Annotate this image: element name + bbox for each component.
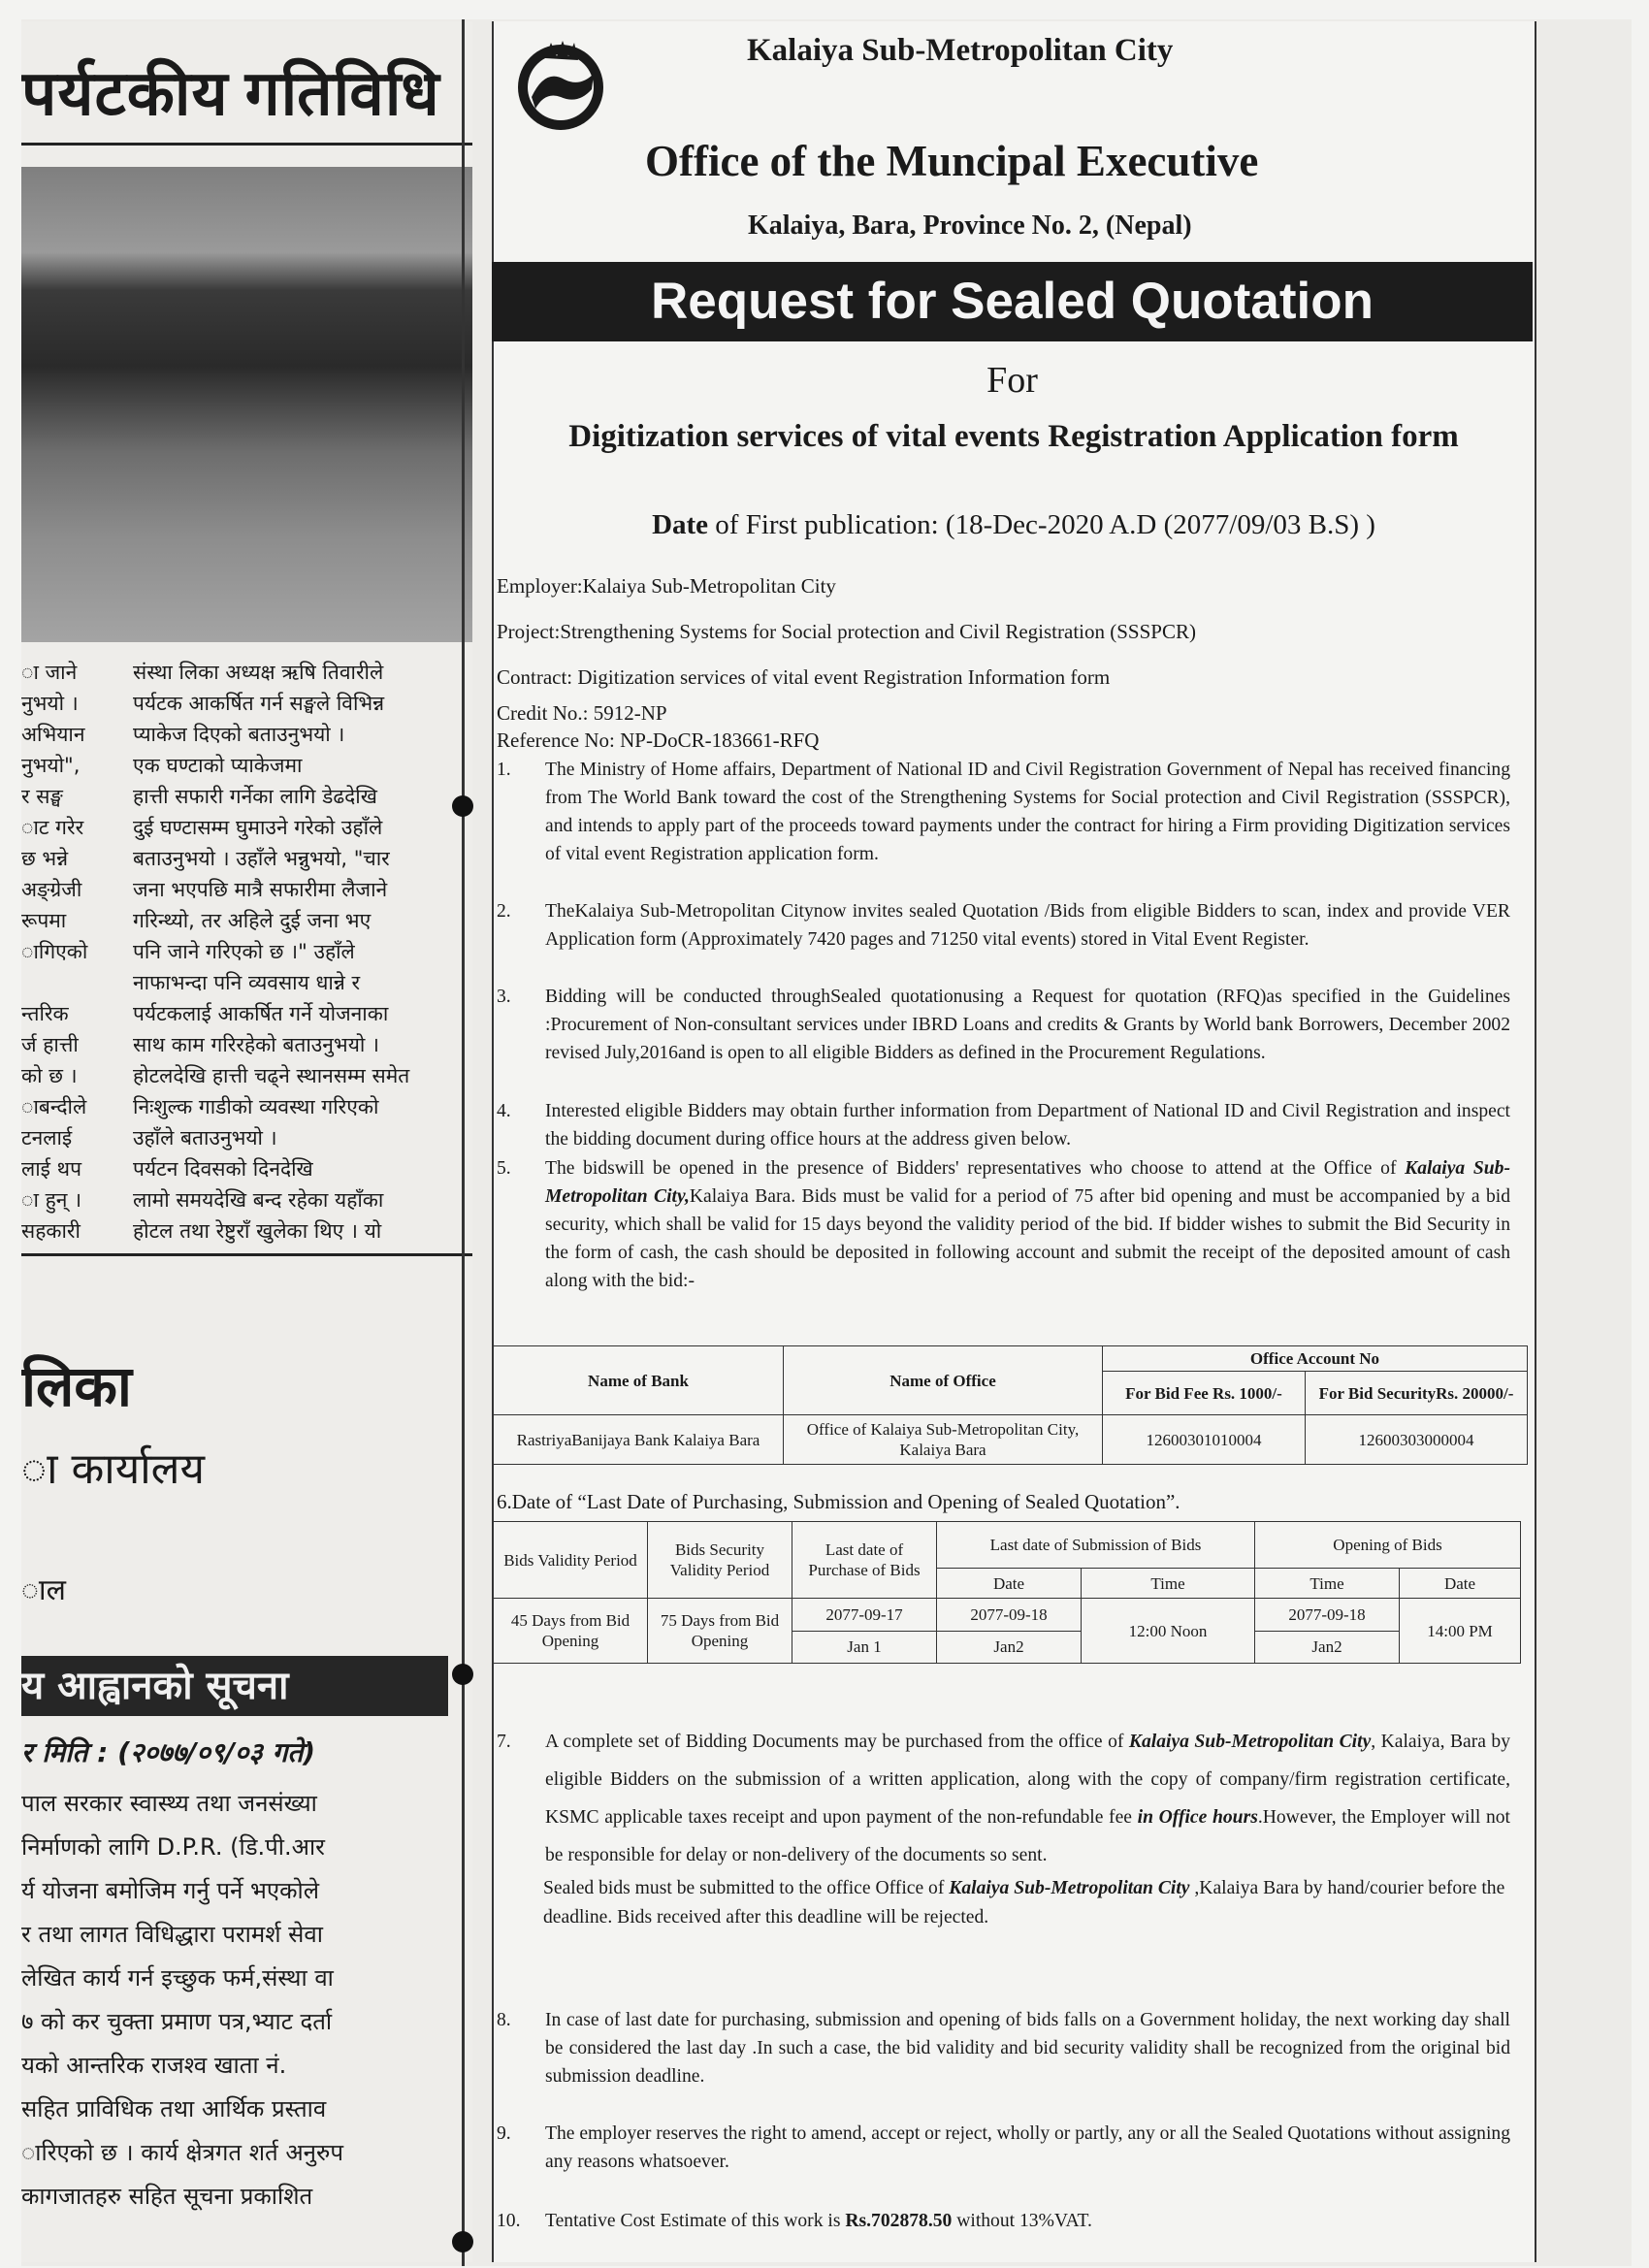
office-name-emphasis: Kalaiya Sub-Metropolitan City	[949, 1878, 1190, 1898]
column-text-line: अङ्ग्रेजी	[21, 878, 82, 901]
cell-office: Office of Kalaiya Sub-Metropolitan City, Kalaiya Bara	[784, 1415, 1103, 1465]
clause-number: 10.	[497, 2211, 521, 2231]
clause-number: 3.	[497, 987, 511, 1007]
col-header-date: Date	[1400, 1569, 1521, 1599]
column-text-line: पर्यटन दिवसको दिनदेखि	[133, 1157, 313, 1181]
column-text-line: बताउनुभयो । उहाँले भन्नुभयो, "चार	[133, 847, 390, 870]
cell-bank: RastriyaBanijaya Bank Kalaiya Bara	[494, 1415, 784, 1465]
ad-text-line: लेखित कार्य गर्न इच्छुक फर्म,संस्था वा	[21, 1964, 334, 1992]
column-text-line: दुई घण्टासम्म घुमाउने गरेको उहाँले	[133, 816, 383, 839]
cell-purchase-date: Jan 1	[792, 1631, 937, 1664]
clause-text: TheKalaiya Sub-Metropolitan Citynow invites sealed Quotation /Bids from eligible Bidders to scan, index and provide VER Application form (Approximately 7420 pages and 71250 vital events) stored in Vital Event Register.	[545, 901, 1510, 950]
office-name-emphasis: Kalaiya Sub-Metropolitan City,	[545, 1158, 1510, 1207]
news-photo	[21, 167, 472, 642]
publication-date-label: Date	[652, 509, 709, 540]
clause-number: 2.	[497, 901, 511, 922]
column-text-line: र सङ्घ	[21, 785, 63, 808]
for-label: For	[986, 360, 1038, 401]
ad-text-line: यको आन्तरिक राजश्व खाता नं.	[21, 2052, 287, 2079]
column-text-line: निःशुल्क गाडीको व्यवस्था गरिएको	[133, 1095, 379, 1118]
col-header-purchase: Last date of Purchase of Bids	[792, 1522, 937, 1599]
column-text-line: हात्ती सफारी गर्नेका लागि डेढदेखि	[133, 785, 377, 808]
cell-opening-time: Jan2	[1255, 1631, 1400, 1664]
clause-text: The Ministry of Home affairs, Department of National ID and Civil Registration Government of Nepal has received financing from The World Bank toward the cost of the Strengthening Systems for Social protection and Civil Registration (SSSPCR), and intends to apply part of the proceeds toward payments under the contract for hiring a Firm providing Digitization services of vital event Registration application form.	[545, 760, 1510, 864]
col-header-fee: For Bid Fee Rs. 1000/-	[1103, 1372, 1306, 1415]
column-text-line: एक घण्टाको प्याकेजमा	[133, 754, 303, 777]
column-text-line: नुभयो ।	[21, 692, 79, 715]
column-text-b	[133, 657, 468, 1247]
clause-text: In case of last date for purchasing, submission and opening of bids falls on a Government holiday, the next working day shall be considered the last day .In such a case, the bid validity and bid security validity shall be recognized from the original bid submission deadline.	[545, 2010, 1510, 2087]
column-text-line: र्ज हात्ती	[21, 1033, 79, 1056]
col-header-bank: Name of Bank	[494, 1346, 784, 1415]
clause-text-part: A complete set of Bidding Documents may be purchased from the office of	[545, 1732, 1129, 1752]
clause-1	[497, 756, 1510, 868]
column-text-line: छ भन्ने	[21, 847, 69, 870]
city-name: Kalaiya Sub-Metropolitan City	[747, 33, 1174, 68]
contract-line: Contract: Digitization services of vital event Registration Information form	[497, 665, 1111, 689]
column-text-line: ा हुन् ।	[21, 1188, 82, 1212]
notice-subject: Digitization services of vital events Registration Application form	[568, 419, 1459, 454]
clause-number: 4.	[497, 1101, 511, 1121]
cell-opening-date: 14:00 PM	[1400, 1599, 1521, 1664]
divider-bullet	[452, 795, 473, 817]
clause-8	[497, 2006, 1510, 2090]
ad-text-line: र तथा लागत विधिद्धारा परामर्श सेवा	[21, 1921, 323, 1948]
column-text-line: ागिएको	[21, 940, 88, 963]
column-text-line	[21, 967, 123, 998]
col-header-date: Date	[937, 1569, 1082, 1599]
clause-text	[545, 1723, 1510, 1874]
ad-text-line: सहित प्राविधिक तथा आर्थिक प्रस्ताव	[21, 2095, 327, 2122]
ad-banner-fragment: य आह्वानको सूचना	[21, 1656, 448, 1716]
clause-text-part: Sealed bids must be submitted to the office Office of	[543, 1878, 950, 1898]
clause-text-part: Tentative Cost Estimate of this work is	[545, 2211, 846, 2231]
col-header-account: Office Account No	[1103, 1346, 1528, 1372]
clause-9	[497, 2120, 1510, 2176]
clause-text-part: Kalaiya Bara. Bids must be valid for a period of 75 after bid opening and must be accompanied by a bid security, which shall be valid for 15 days beyond the validity period of the bid. If bidder wishes to submit the Bid Security in the form of cash, the cash should be deposited in following account and submit the receipt of the deposited amount of cash along with the bid:-	[545, 1186, 1510, 1291]
column-text-line: नाफाभन्दा पनि व्यवसाय धान्ने र	[133, 971, 361, 994]
divider-bullet	[452, 2231, 473, 2252]
clause-text-part: .However, the Employer will not be responsible for delay or non-delivery of the documents so sent.	[545, 1807, 1510, 1865]
clause-text-part: without 13%VAT.	[952, 2211, 1092, 2231]
ad-heading-fragment: लिका	[21, 1353, 132, 1419]
cost-estimate-amount: Rs.702878.50	[845, 2211, 953, 2231]
office-name-emphasis: Kalaiya Sub-Metropolitan City	[1128, 1732, 1372, 1752]
column-text-line: लाई थप	[21, 1157, 82, 1181]
clause-7	[497, 1723, 1510, 1932]
column-text-line: होटल तथा रेष्टुराँ खुलेका थिए । यो	[133, 1219, 382, 1243]
column-text-line: ाबन्दीले	[21, 1095, 87, 1118]
ad-text-line: ७ को कर चुक्ता प्रमाण पत्र,भ्याट दर्ता	[21, 2008, 333, 2035]
clause-text-part: , Kalaiya, Bara by eligible Bidders on the submission of a written application, along with the copy of company/firm registration certificate, KSMC applicable taxes receipt and upon payment of the non-refundable fee	[545, 1732, 1510, 1828]
clause-text	[543, 1874, 1510, 1932]
clause-number: 1.	[497, 760, 511, 780]
cell-submission-date: Jan2	[937, 1631, 1082, 1664]
clause-text-part: ,Kalaiya Bara by hand/courier before the deadline. Bids received after this deadline will be rejected.	[543, 1878, 1505, 1928]
column-text-line: गरिन्थ्यो, तर अहिले दुई जना भए	[133, 909, 372, 932]
credit-line: Credit No.: 5912-NP	[497, 701, 667, 725]
column-text-line: संस्था लिका अध्यक्ष ऋषि तिवारीले	[133, 661, 384, 684]
column-rule	[21, 143, 472, 146]
column-text-line: सहकारी	[21, 1219, 81, 1243]
col-header-security: Bids Security Validity Period	[648, 1522, 792, 1599]
column-text-line: न्तरिक	[21, 1002, 69, 1025]
government-emblem-icon	[506, 29, 615, 138]
cell-fee-account: 12600301010004	[1103, 1415, 1306, 1465]
column-text-line: रूपमा	[21, 909, 67, 932]
project-line: Project:Strengthening Systems for Social protection and Civil Registration (SSSPCR)	[497, 620, 1196, 643]
column-text-line: उहाँले बताउनुभयो ।	[133, 1126, 277, 1150]
cell-security: 75 Days from Bid Opening	[648, 1599, 792, 1664]
ad-date-fragment: र मिति : (२०७७/०९/०३ गते)	[21, 1736, 316, 1768]
col-header-time: Time	[1255, 1569, 1400, 1599]
column-heading: पर्यटकीय गतिविधि	[21, 59, 440, 128]
column-text-line: ा जाने	[21, 661, 78, 684]
column-text-line: जना भएपछि मात्रै सफारीमा लैजाने	[133, 878, 388, 901]
column-text-line: पनि जाने गरिएको छ ।" उहाँले	[133, 940, 355, 963]
clause-5	[497, 1154, 1510, 1295]
col-header-opening: Opening of Bids	[1255, 1522, 1521, 1569]
column-text-line: लामो समयदेखि बन्द रहेका यहाँका	[133, 1188, 384, 1212]
ad-text-line: ारिएको छ । कार्य क्षेत्रगत शर्त अनुरुप	[21, 2139, 343, 2166]
clause-text: Bidding will be conducted throughSealed quotationusing a Request for quotation (RFQ)as specified in the Guidelines :Procurement of Non-consultant services under IBRD Loans and credits & Grants by World bank Borrowers, December 2002 revised July,2016and is open to all eligible Bidders as defined in the Procurement Regulations.	[545, 987, 1510, 1063]
office-hours-emphasis: in Office hours	[1137, 1807, 1258, 1828]
col-header-time: Time	[1082, 1569, 1255, 1599]
col-header-security: For Bid SecurityRs. 20000/-	[1306, 1372, 1528, 1415]
table-row	[494, 1415, 1528, 1465]
clause-number: 8.	[497, 2010, 511, 2030]
divider-bullet	[452, 1664, 473, 1685]
clause-text: The employer reserves the right to amend, accept or reject, wholly or partly, any or all the Sealed Quotations without assigning any reasons whatsoever.	[545, 2123, 1510, 2172]
ad-text-line: पाल सरकार स्वास्थ्य तथा जनसंख्या	[21, 1790, 317, 1817]
clause-text	[545, 2207, 1510, 2235]
column-text-line: होटलदेखि हात्ती चढ्ने स्थानसम्म समेत	[133, 1064, 410, 1087]
table-row	[494, 1599, 1521, 1632]
cell-opening-time: 2077-09-18	[1255, 1599, 1400, 1632]
cell-security-account: 12600303000004	[1306, 1415, 1528, 1465]
publication-date	[504, 509, 1523, 541]
clause-number: 9.	[497, 2123, 511, 2144]
column-text-line: नुभयो",	[21, 754, 81, 777]
ad-text-line: निर्माणको लागि D.P.R. (डि.पी.आर	[21, 1833, 325, 1861]
clause-text-part: The bidswill be opened in the presence of Bidders' representatives who choose to attend at the Office of	[545, 1158, 1406, 1179]
clause-3	[497, 983, 1510, 1067]
cell-submission-date: 2077-09-18	[937, 1599, 1082, 1632]
column-rule	[21, 1253, 472, 1256]
col-header-office: Name of Office	[784, 1346, 1103, 1415]
column-divider	[462, 19, 465, 2266]
ad-line-fragment: ाल	[21, 1573, 66, 1607]
ad-subheading-fragment: ा कार्यालय	[21, 1444, 205, 1494]
ad-body-fragment	[21, 1782, 458, 2219]
ad-text-line: कागजातहरु सहित सूचना प्रकाशित	[21, 2183, 313, 2210]
notice-banner: Request for Sealed Quotation	[492, 262, 1533, 341]
bank-account-table	[493, 1345, 1528, 1465]
column-text-a	[21, 657, 123, 1247]
deadline-heading: 6.Date of “Last Date of Purchasing, Submission and Opening of Sealed Quotation”.	[497, 1490, 1180, 1513]
column-text-line: साथ काम गरिरहेको बताउनुभयो ।	[133, 1033, 379, 1056]
col-header-submission: Last date of Submission of Bids	[937, 1522, 1255, 1569]
cell-submission-time: 12:00 Noon	[1082, 1599, 1255, 1664]
column-text-line: प्याकेज दिएको बताउनुभयो ।	[133, 723, 345, 746]
publication-date-value: of First publication: (18-Dec-2020 A.D (2077/09/03 B.S) )	[708, 509, 1375, 540]
col-header-validity: Bids Validity Period	[494, 1522, 648, 1599]
employer-line: Employer:Kalaiya Sub-Metropolitan City	[497, 574, 836, 598]
clause-number: 5.	[497, 1158, 511, 1179]
column-text-line: ाट गरेर	[21, 816, 84, 839]
clause-4	[497, 1097, 1510, 1153]
clause-number: 7.	[497, 1732, 511, 1752]
column-text-line: पर्यटकलाई आकर्षित गर्ने योजनाका	[133, 1002, 389, 1025]
office-address: Kalaiya, Bara, Province No. 2, (Nepal)	[748, 211, 1192, 241]
clause-2	[497, 897, 1510, 954]
cell-validity: 45 Days from Bid Opening	[494, 1599, 648, 1664]
reference-line: Reference No: NP-DoCR-183661-RFQ	[497, 729, 820, 752]
deadline-table	[493, 1521, 1521, 1664]
cell-purchase-date: 2077-09-17	[792, 1599, 937, 1632]
column-text-line: अभियान	[21, 723, 85, 746]
office-title: Office of the Muncipal Executive	[645, 137, 1259, 185]
column-text-line: पर्यटक आकर्षित गर्न सङ्घले विभिन्न	[133, 692, 385, 715]
clause-10	[497, 2207, 1510, 2235]
column-text-line: टनलाई	[21, 1126, 73, 1150]
ad-text-line: र्य योजना बमोजिम गर्नु पर्ने भएकोले	[21, 1877, 320, 1904]
adjacent-newspaper-column	[21, 21, 472, 2262]
column-text-line: को छ ।	[21, 1064, 78, 1087]
clause-text: Interested eligible Bidders may obtain further information from Department of National ID and Civil Registration and inspect the bidding document during office hours at the address given below.	[545, 1101, 1510, 1150]
clause-text	[545, 1154, 1510, 1295]
